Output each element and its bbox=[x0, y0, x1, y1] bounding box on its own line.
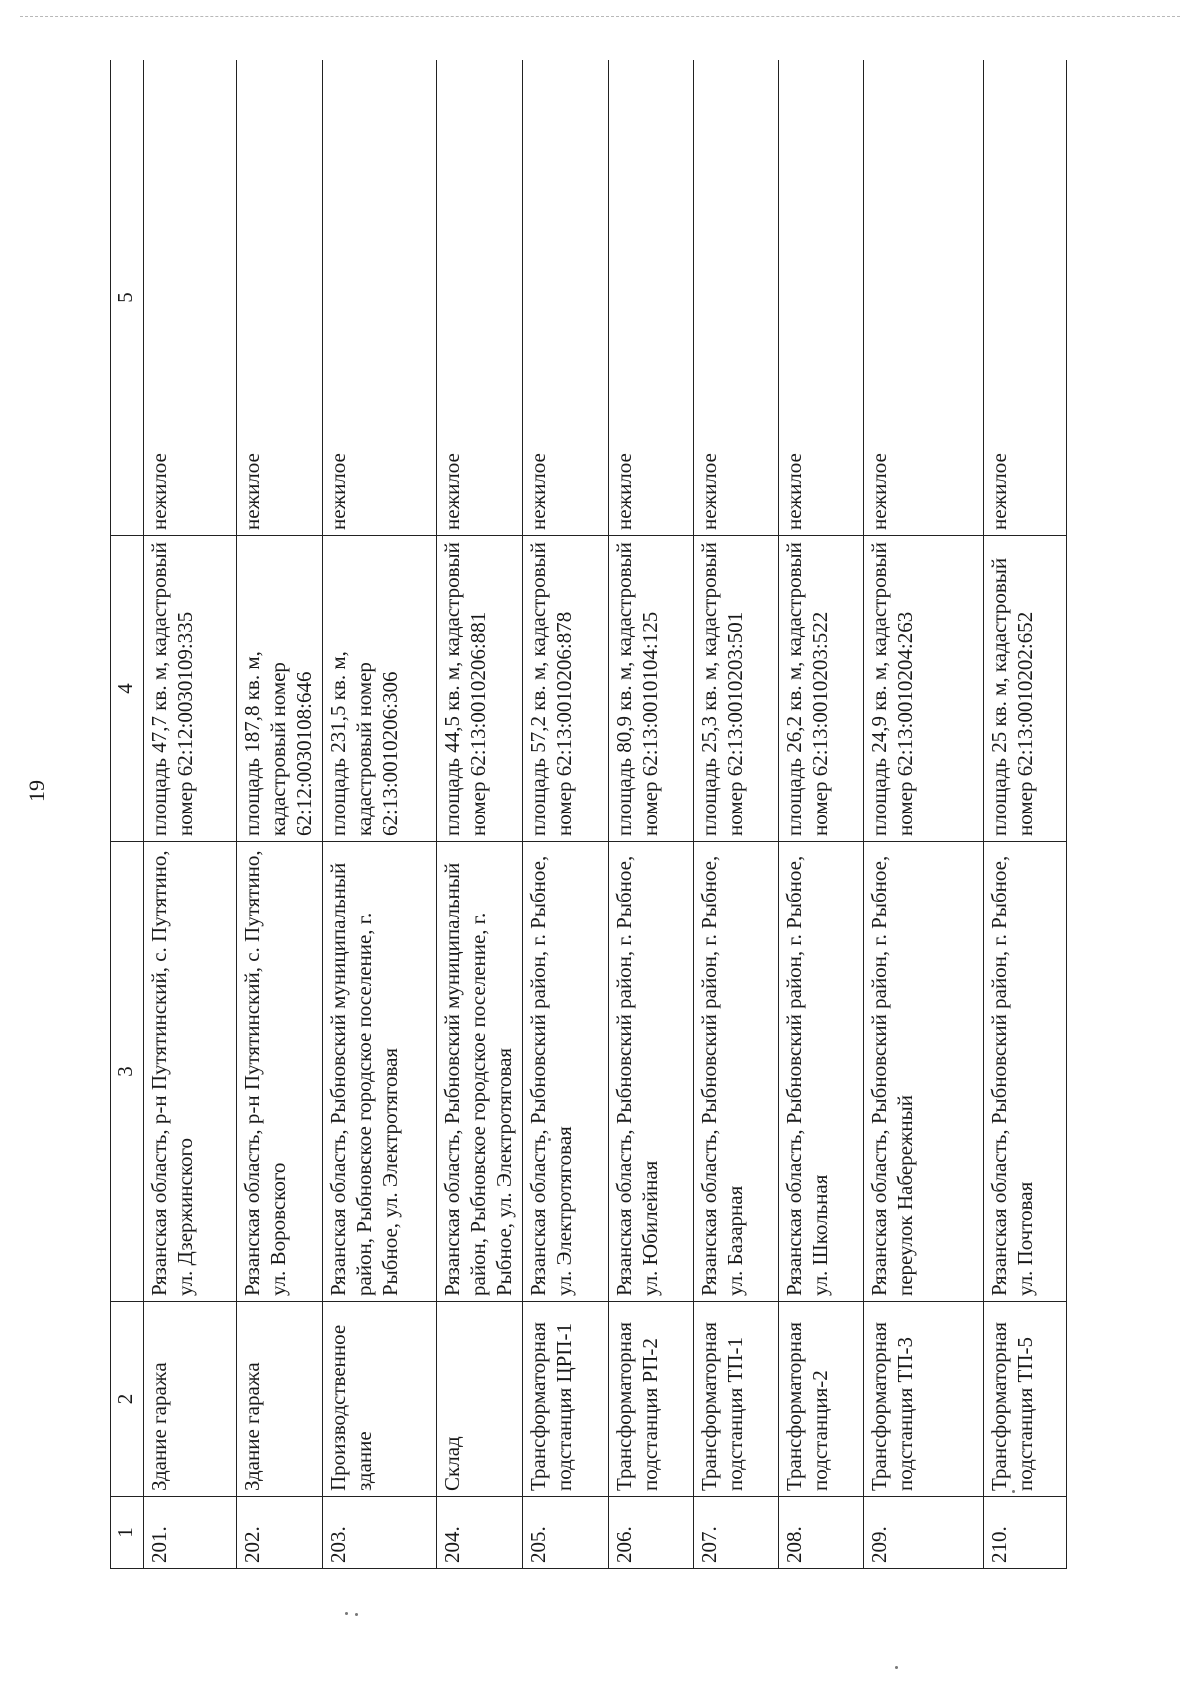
object-address: Рязанская область, Рыбновский район, г. Рыбное, ул. Электротяговая bbox=[523, 842, 608, 1302]
row-number: 208. bbox=[779, 1497, 864, 1569]
object-purpose: нежилое bbox=[236, 60, 322, 536]
object-address: Рязанская область, Рыбновский район, г. Рыбное, ул. Школьная bbox=[779, 842, 864, 1302]
object-address: Рязанская область, Рыбновский район, г. Рыбное, ул. Почтовая bbox=[983, 842, 1066, 1302]
object-purpose: нежилое bbox=[779, 60, 864, 536]
row-number: 201. bbox=[144, 1497, 237, 1569]
row-number: 209. bbox=[864, 1497, 984, 1569]
table-header bbox=[111, 60, 144, 1569]
object-name: Трансформаторная подстанция ЦРП-1 bbox=[523, 1302, 608, 1497]
table-row bbox=[608, 60, 693, 1569]
table-row bbox=[437, 60, 523, 1569]
table-row bbox=[523, 60, 608, 1569]
object-details: площадь 231,5 кв. м, кадастровый номер 62:13:0010206:306 bbox=[322, 536, 436, 842]
object-name: Склад bbox=[437, 1302, 523, 1497]
scan-edge-artifact bbox=[20, 16, 1180, 19]
table-row bbox=[983, 60, 1066, 1569]
object-details: площадь 44,5 кв. м, кадастровый номер 62:13:0010206:881 bbox=[437, 536, 523, 842]
scan-speck bbox=[895, 1666, 898, 1669]
object-purpose: нежилое bbox=[608, 60, 693, 536]
table-viewport bbox=[110, 60, 1067, 1569]
column-header-1: 1 bbox=[111, 1497, 144, 1569]
object-name: Трансформаторная подстанция ТП-5 bbox=[983, 1302, 1066, 1497]
row-number: 206. bbox=[608, 1497, 693, 1569]
table-row bbox=[322, 60, 436, 1569]
row-number: 210. bbox=[983, 1497, 1066, 1569]
table-row bbox=[693, 60, 778, 1569]
rotated-page-content bbox=[110, 60, 1067, 1569]
object-purpose: нежилое bbox=[983, 60, 1066, 536]
object-details: площадь 26,2 кв. м, кадастровый номер 62:13:0010203:522 bbox=[779, 536, 864, 842]
object-name: Трансформаторная подстанция РП-2 bbox=[608, 1302, 693, 1497]
table-row bbox=[144, 60, 237, 1569]
object-purpose: нежилое bbox=[864, 60, 984, 536]
table-body bbox=[144, 60, 1067, 1569]
object-name: Здание гаража bbox=[144, 1302, 237, 1497]
object-details: площадь 24,9 кв. м, кадастровый номер 62:13:0010204:263 bbox=[864, 536, 984, 842]
object-address: Рязанская область, р-н Путятинский, с. Путятино, ул. Дзержинского bbox=[144, 842, 237, 1302]
object-purpose: нежилое bbox=[144, 60, 237, 536]
table-row bbox=[864, 60, 984, 1569]
row-number: 202. bbox=[236, 1497, 322, 1569]
object-address: Рязанская область, Рыбновский муниципальный район, Рыбновское городское поселение, г. Рыбное, ул. Электротяговая bbox=[437, 842, 523, 1302]
object-name: Здание гаража bbox=[236, 1302, 322, 1497]
object-details: площадь 47,7 кв. м, кадастровый номер 62:12:0030109:335 bbox=[144, 536, 237, 842]
column-header-4: 4 bbox=[111, 536, 144, 842]
object-details: площадь 25,3 кв. м, кадастровый номер 62:13:0010203:501 bbox=[693, 536, 778, 842]
object-address: Рязанская область, Рыбновский район, г. Рыбное, ул. Базарная bbox=[693, 842, 778, 1302]
object-address: Рязанская область, Рыбновский район, г. Рыбное, переулок Набережный bbox=[864, 842, 984, 1302]
table-row bbox=[779, 60, 864, 1569]
object-address: Рязанская область, Рыбновский район, г. Рыбное, ул. Юбилейная bbox=[608, 842, 693, 1302]
column-header-5: 5 bbox=[111, 60, 144, 536]
object-address: Рязанская область, Рыбновский муниципальный район, Рыбновское городское поселение, г. Рыбное, ул. Электротяговая bbox=[322, 842, 436, 1302]
page-number: 19 bbox=[24, 780, 49, 802]
table-row bbox=[236, 60, 322, 1569]
object-purpose: нежилое bbox=[437, 60, 523, 536]
object-details: площадь 57,2 кв. м, кадастровый номер 62:13:0010206:878 bbox=[523, 536, 608, 842]
row-number: 203. bbox=[322, 1497, 436, 1569]
column-header-2: 2 bbox=[111, 1302, 144, 1497]
object-name: Производственное здание bbox=[322, 1302, 436, 1497]
object-name: Трансформаторная подстанция ТП-1 bbox=[693, 1302, 778, 1497]
object-name: Трансформаторная подстанция-2 bbox=[779, 1302, 864, 1497]
object-purpose: нежилое bbox=[523, 60, 608, 536]
scan-speck bbox=[345, 1612, 348, 1615]
object-purpose: нежилое bbox=[693, 60, 778, 536]
row-number: 205. bbox=[523, 1497, 608, 1569]
object-details: площадь 187,8 кв. м, кадастровый номер 62:12:0030108:646 bbox=[236, 536, 322, 842]
object-address: Рязанская область, р-н Путятинский, с. Путятино, ул. Воровского bbox=[236, 842, 322, 1302]
column-header-3: 3 bbox=[111, 842, 144, 1302]
scan-speck bbox=[355, 1613, 358, 1616]
object-name: Трансформаторная подстанция ТП-3 bbox=[864, 1302, 984, 1497]
property-register-table bbox=[110, 60, 1067, 1569]
object-details: площадь 25 кв. м, кадастровый номер 62:13:0010202:652 bbox=[983, 536, 1066, 842]
object-details: площадь 80,9 кв. м, кадастровый номер 62:13:0010104:125 bbox=[608, 536, 693, 842]
object-purpose: нежилое bbox=[322, 60, 436, 536]
row-number: 204. bbox=[437, 1497, 523, 1569]
row-number: 207. bbox=[693, 1497, 778, 1569]
header-row bbox=[111, 60, 144, 1569]
